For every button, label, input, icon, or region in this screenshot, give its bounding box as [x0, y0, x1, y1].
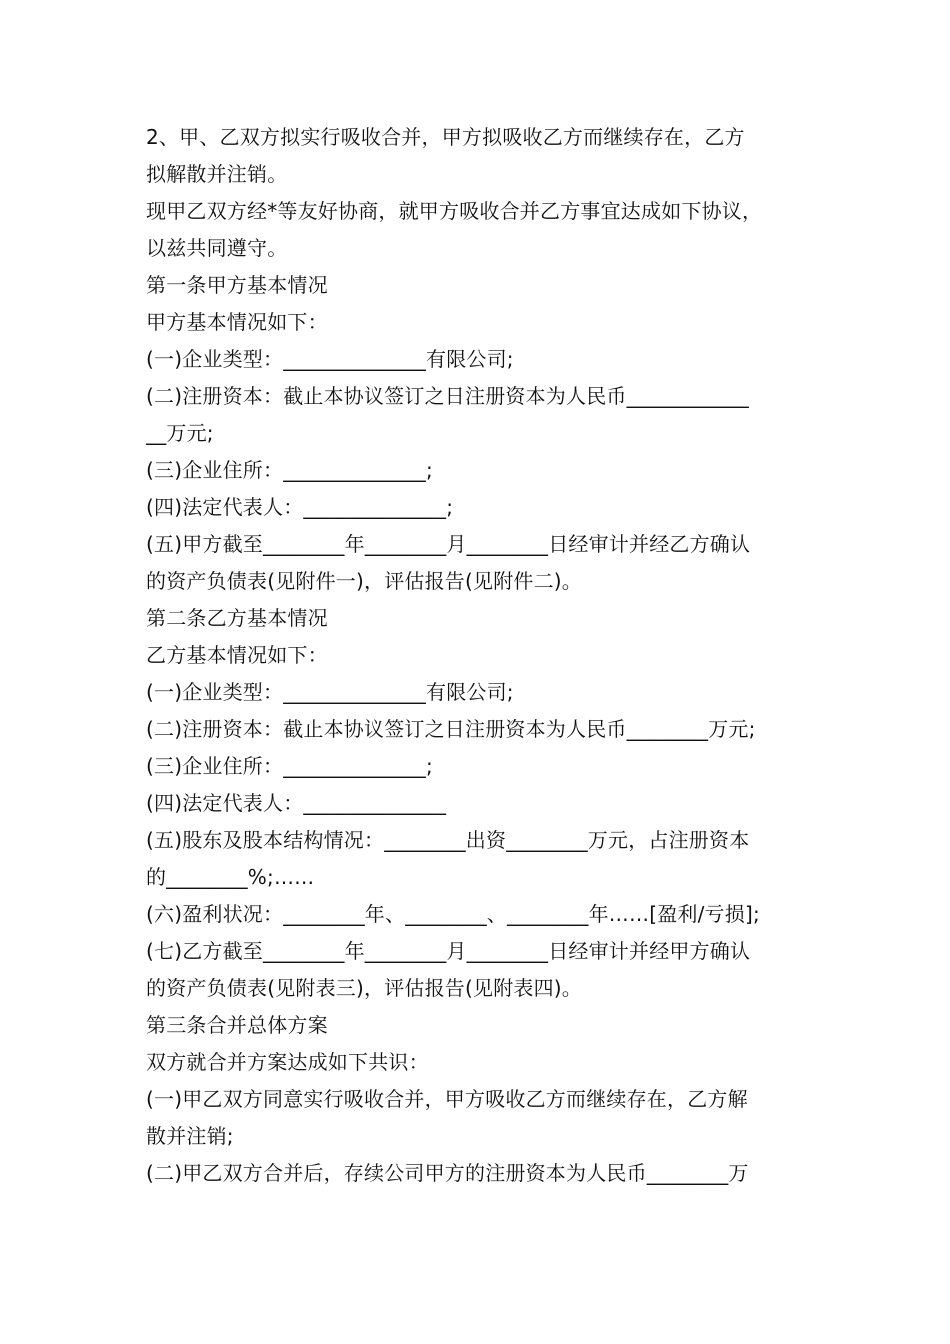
- text-line: (七)乙方截至________年________月________日经审计并经甲方确认: [146, 939, 751, 963]
- text-line: (三)企业住所：______________;: [146, 458, 433, 482]
- text-line: (三)企业住所：______________;: [146, 754, 433, 778]
- text-line: (一)企业类型：______________有限公司;: [146, 680, 514, 704]
- text-line: 现甲乙双方经*等友好协商，就甲方吸收合并乙方事宜达成如下协议，: [146, 199, 763, 223]
- text-line: (一)甲乙双方同意实行吸收合并，甲方吸收乙方而继续存在，乙方解: [146, 1087, 748, 1111]
- text-line: 的资产负债表(见附表三)，评估报告(见附表四)。: [146, 976, 583, 1000]
- section-heading: 第三条合并总体方案: [146, 1013, 328, 1037]
- text-line: 甲方基本情况如下：: [146, 310, 328, 334]
- text-line: (五)股东及股本结构情况：________出资________万元，占注册资本: [146, 828, 750, 852]
- text-line: (六)盈利状况：________年、________、________年……[盈利/亏损];: [146, 902, 760, 926]
- text-line: 的资产负债表(见附件一)，评估报告(见附件二)。: [146, 569, 583, 593]
- text-line: (二)注册资本：截止本协议签订之日注册资本为人民币____________: [146, 384, 750, 408]
- text-line: (一)企业类型：______________有限公司;: [146, 347, 514, 371]
- section-heading: 第二条乙方基本情况: [146, 606, 328, 630]
- text-line: 以兹共同遵守。: [146, 236, 288, 260]
- text-line: (五)甲方截至________年________月________日经审计并经乙方确认: [146, 532, 751, 556]
- text-line: 的________%;……: [146, 865, 315, 889]
- text-line: __万元;: [146, 421, 214, 445]
- section-heading: 第一条甲方基本情况: [146, 273, 328, 297]
- text-line: (四)法定代表人：______________;: [146, 495, 454, 519]
- text-line: 散并注销;: [146, 1124, 234, 1148]
- text-line: 2、甲、乙双方拟实行吸收合并，甲方拟吸收乙方而继续存在，乙方: [146, 125, 745, 149]
- text-line: (二)注册资本：截止本协议签订之日注册资本为人民币________万元;: [146, 717, 756, 741]
- text-line: (四)法定代表人：______________: [146, 791, 447, 815]
- document-body: [146, 119, 814, 1192]
- text-line: 拟解散并注销。: [146, 162, 288, 186]
- text-line: 乙方基本情况如下：: [146, 643, 328, 667]
- text-line: 双方就合并方案达成如下共识：: [146, 1050, 429, 1074]
- text-line: (二)甲乙双方合并后，存续公司甲方的注册资本为人民币________万: [146, 1161, 749, 1185]
